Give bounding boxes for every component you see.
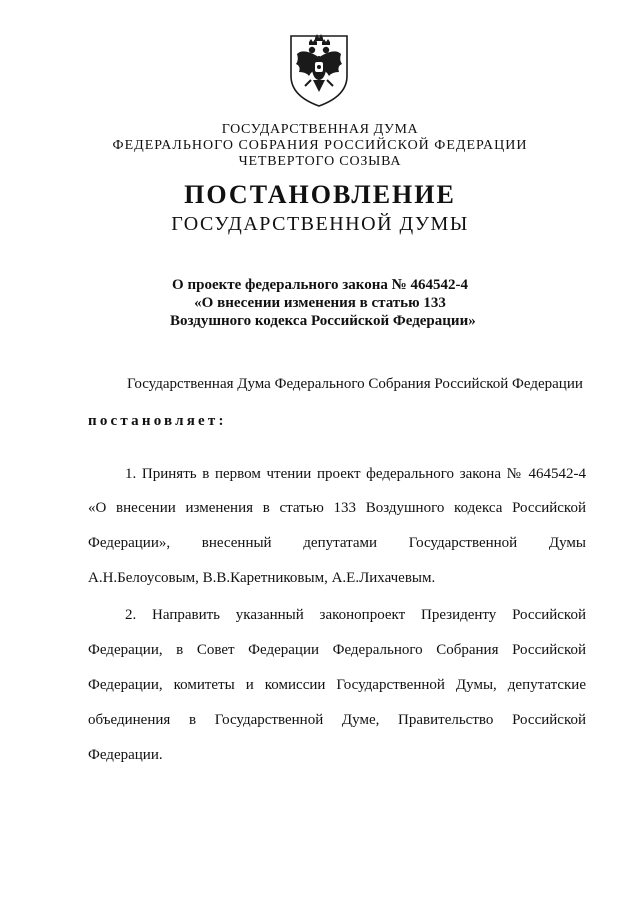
- document-title: ПОСТАНОВЛЕНИЕ: [184, 180, 456, 209]
- document-subject: [170, 276, 476, 330]
- decree-word: постановляет:: [88, 413, 227, 429]
- paragraph-1-line-3: Федерации», внесенный депутатами Государственной Думы: [88, 535, 586, 551]
- paragraph-2-line-3: Федерации, комитеты и комиссии Государственной Думы, депутатские: [88, 677, 586, 693]
- subject-line-2: «О внесении изменения в статью 133: [194, 295, 446, 311]
- header-line-3: ЧЕТВЕРТОГО СОЗЫВА: [238, 154, 402, 169]
- paragraph-2-line-2: Федерации, в Совет Федерации Федерального Собрания Российской: [88, 642, 586, 658]
- header-line-1: ГОСУДАРСТВЕННАЯ ДУМА: [221, 122, 419, 137]
- paragraph-2-line-4: объединения в Государственной Думе, Правительство Российской: [88, 712, 586, 728]
- paragraph-1-line-2: «О внесении изменения в статью 133 Воздушного кодекса Российской: [88, 500, 586, 516]
- document-subtitle: ГОСУДАРСТВЕННОЙ ДУМЫ: [171, 213, 469, 235]
- coat-of-arms-emblem: [279, 30, 359, 110]
- paragraph-1-line-1: 1. Принять в первом чтении проект федерального закона № 464542-4: [125, 466, 586, 482]
- paragraph-2-line-5: Федерации.: [88, 747, 163, 763]
- header-line-2: ФЕДЕРАЛЬНОГО СОБРАНИЯ РОССИЙСКОЙ ФЕДЕРАЦИИ: [112, 138, 528, 153]
- subject-line-3: Воздушного кодекса Российской Федерации»: [170, 313, 476, 329]
- subject-line-1: О проекте федерального закона № 464542-4: [172, 277, 468, 293]
- paragraph-2-line-1: 2. Направить указанный законопроект Президенту Российской: [125, 607, 586, 623]
- paragraph-1-line-4: А.Н.Белоусовым, В.В.Каретниковым, А.Е.Лихачевым.: [88, 570, 436, 586]
- intro-text: Государственная Дума Федерального Собрания Российской Федерации: [127, 376, 583, 392]
